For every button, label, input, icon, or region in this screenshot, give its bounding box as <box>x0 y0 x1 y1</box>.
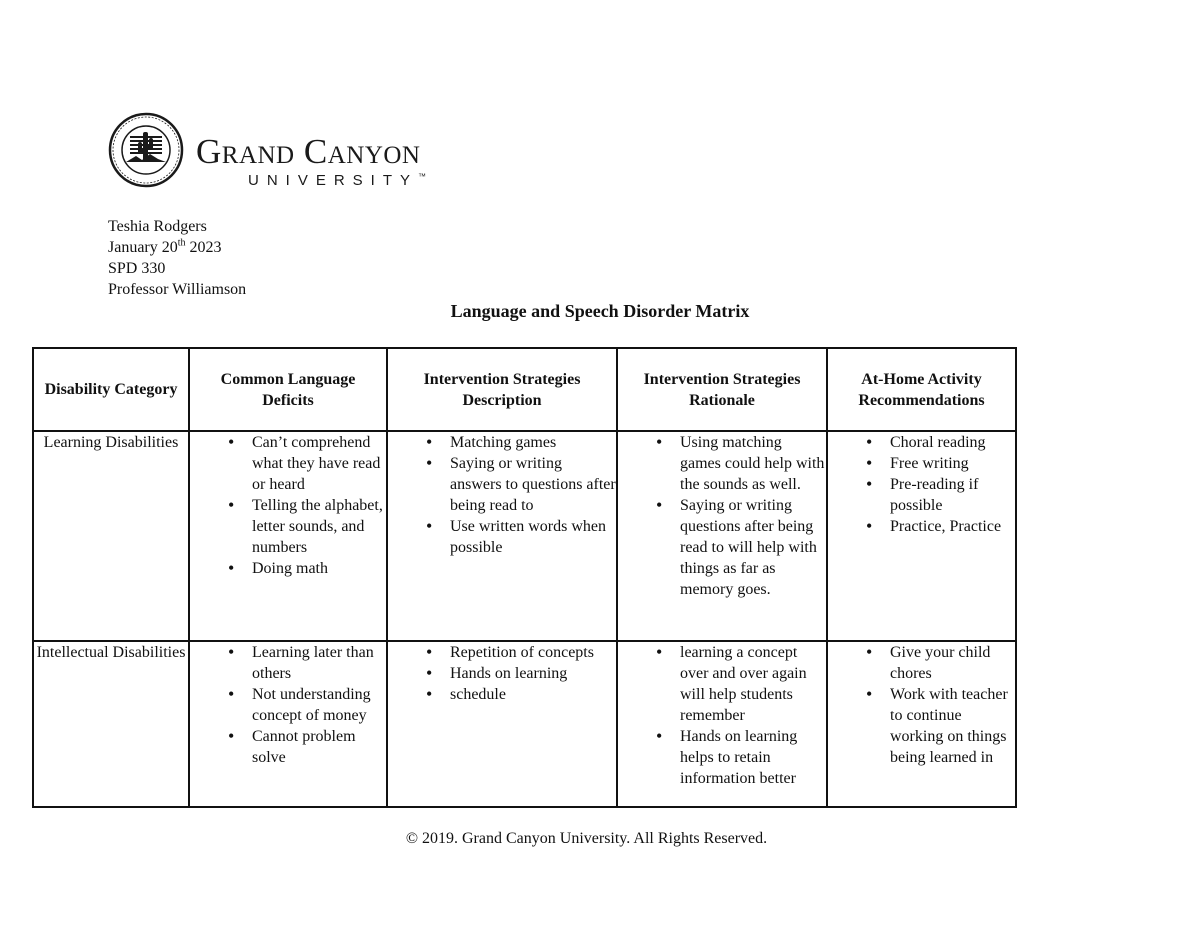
list-item: • Hands on learning helps to retain information better <box>680 726 826 789</box>
professor-name: Professor Williamson <box>108 281 247 298</box>
category-label: Intellectual Disabilities <box>36 644 186 661</box>
university-seal-icon <box>108 108 188 192</box>
trademark-symbol: ™ <box>418 172 427 181</box>
deficits-cell <box>189 641 387 807</box>
wordmark-university-text: UNIVERSITY <box>248 172 419 189</box>
course-code: SPD 330 <box>108 260 166 277</box>
list-item: • Saying or writing questions after being read to will help with things as far as memory goes. <box>680 495 826 600</box>
document-title: Language and Speech Disorder Matrix <box>450 301 750 321</box>
table-row <box>33 431 1016 641</box>
table-header-row <box>33 348 1016 431</box>
student-header <box>108 216 246 300</box>
list-item: • Pre-reading if possible <box>890 474 1015 516</box>
home-activities-cell <box>827 641 1016 807</box>
deficits-cell <box>189 431 387 641</box>
submission-date <box>108 237 246 258</box>
list-item: • Hands on learning <box>450 663 616 684</box>
list-item: • Repetition of concepts <box>450 642 616 663</box>
list-item: • learning a concept over and over again will help students remember <box>680 642 826 726</box>
list-item: • Cannot problem solve <box>252 726 386 768</box>
home-activities-cell <box>827 431 1016 641</box>
rationale-cell <box>617 641 827 807</box>
list-item: • Not understanding concept of money <box>252 684 386 726</box>
rationale-cell <box>617 431 827 641</box>
column-header: At-Home Activity Recommendations <box>827 348 1016 431</box>
column-header: Common Language Deficits <box>189 348 387 431</box>
list-item: • Matching games <box>450 432 616 453</box>
date-year: 2023 <box>185 239 222 256</box>
list-item: • Choral reading <box>890 432 1015 453</box>
date-prefix: January 20 <box>108 239 178 256</box>
list-item: • Work with teacher to continue working on things being learned in <box>890 684 1015 768</box>
list-item: • Give your child chores <box>890 642 1015 684</box>
copyright-footer: © 2019. Grand Canyon University. All Rights Reserved. <box>405 830 768 847</box>
student-name: Teshia Rodgers <box>108 218 207 235</box>
list-item: • Learning later than others <box>252 642 386 684</box>
column-header: Intervention Strategies Description <box>387 348 617 431</box>
column-header: Disability Category <box>33 348 189 431</box>
list-item: • Telling the alphabet, letter sounds, and numbers <box>252 495 386 558</box>
list-item: • schedule <box>450 684 616 705</box>
category-cell <box>33 641 189 807</box>
category-label: Learning Disabilities <box>43 434 179 451</box>
list-item: • Saying or writing answers to questions after being read to <box>450 453 616 516</box>
disorder-matrix-table <box>32 347 1017 808</box>
wordmark-grand-canyon: Grand Canyon <box>196 132 421 171</box>
column-header: Intervention Strategies Rationale <box>617 348 827 431</box>
list-item: • Use written words when possible <box>450 516 616 558</box>
university-logo <box>108 108 488 192</box>
list-item: • Can’t comprehend what they have read or heard <box>252 432 386 495</box>
category-cell <box>33 431 189 641</box>
list-item: • Using matching games could help with the sounds as well. <box>680 432 826 495</box>
list-item: • Free writing <box>890 453 1015 474</box>
strategies-cell <box>387 641 617 807</box>
table-row <box>33 641 1016 807</box>
list-item: • Practice, Practice <box>890 516 1015 537</box>
strategies-cell <box>387 431 617 641</box>
date-suffix: th <box>177 237 186 249</box>
list-item: • Doing math <box>252 558 386 579</box>
wordmark-university <box>248 172 426 189</box>
